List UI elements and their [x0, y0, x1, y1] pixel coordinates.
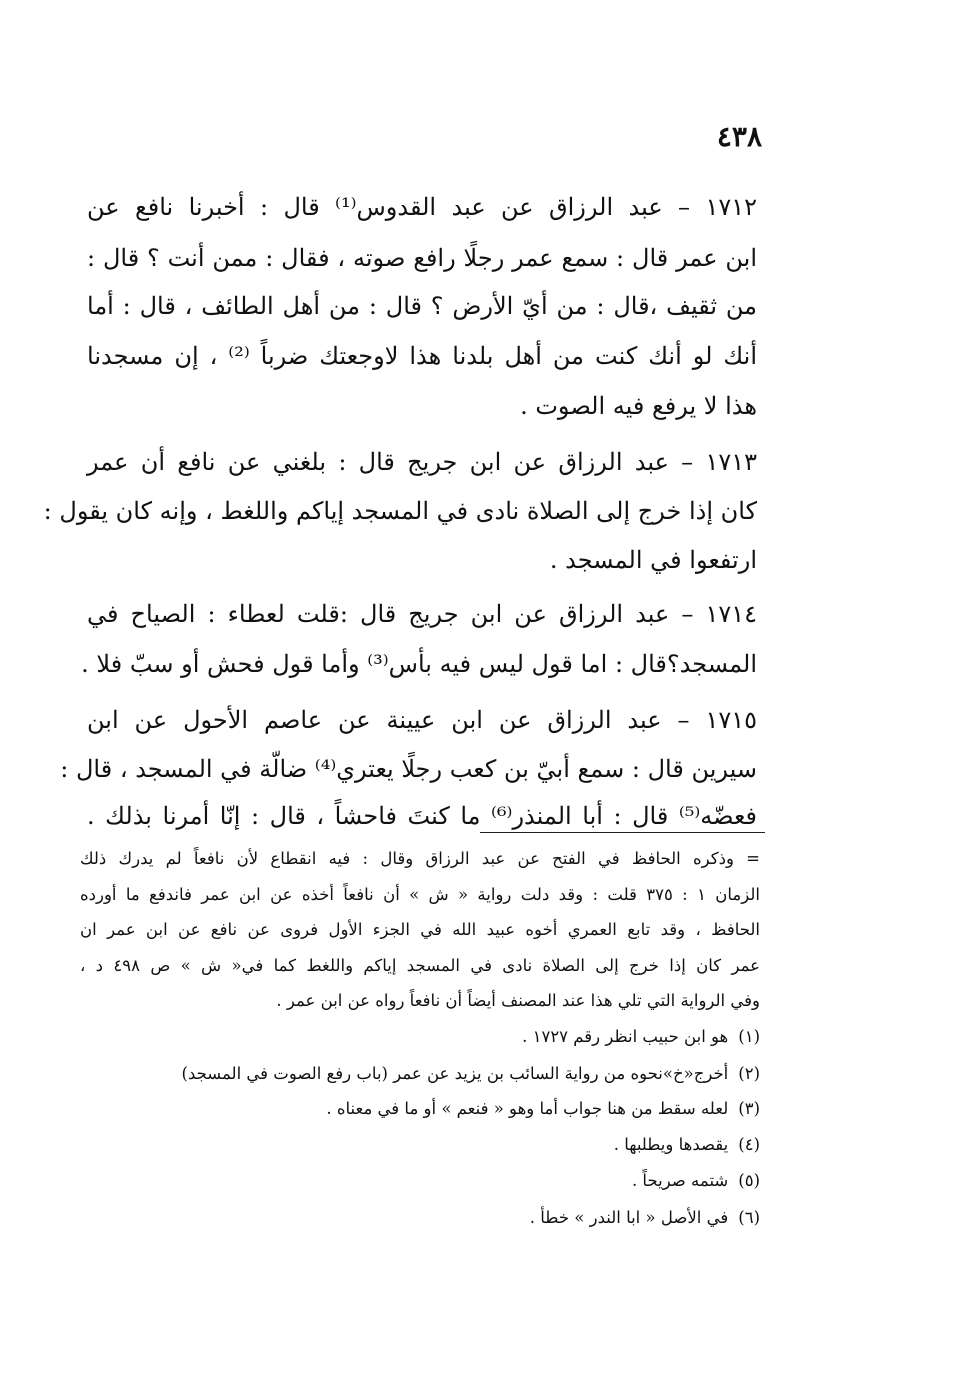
hadith-1712-line-2: ابن عمر قال : سمع عمر رجلًا رافع صوته ، فقال : ممن أنت ؟ قال : — [87, 244, 757, 272]
footnote-separator — [480, 832, 765, 833]
footnote-3 — [326, 1101, 760, 1118]
footnote-text: هو ابن حبيب انظر رقم ١٧٢٧ . — [522, 1027, 729, 1046]
hadith-1712-line-4: أنك لو أنك كنت من أهل بلدنا هذا لاوجعتك ضرباً ⁽²⁾ ، إن مسجدنا — [87, 342, 758, 370]
footnote-number: (٦) — [738, 1208, 760, 1227]
continued-note-line: وفي الرواية التي تلي هذا عند المصنف أيضاً أن نافعاً رواه عن ابن عمر . — [276, 991, 760, 1010]
footnote-2 — [182, 1066, 760, 1083]
hadith-1713-line-2: كان إذا خرج إلى الصلاة نادى في المسجد إياكم واللغط ، وإنه كان يقول : — [43, 497, 757, 525]
footnote-number: (١) — [738, 1027, 760, 1046]
continued-note-line: عمر كان إذا خرج إلى الصلاة نادى في المسجد إياكم واللغط كما في« ش » ص ٤٩٨ د ، — [80, 956, 760, 975]
footnote-text: لعله سقط من هنا جواب أما وهو « فنعم » أو ما في معناه . — [326, 1099, 729, 1118]
hadith-1713-line-3: ارتفعوا في المسجد . — [549, 546, 757, 574]
hadith-1712-line-1: ١٧١٢ – عبد الرزاق عن عبد القدوس⁽¹⁾ قال : أخبرنا نافع عن — [87, 193, 758, 221]
hadith-1715-line-1: ١٧١٥ – عبد الرزاق عن ابن عيينة عن عاصم الأحول عن ابن — [87, 706, 757, 734]
footnote-text: في الأصل « ابا الندر » خطأ . — [529, 1208, 729, 1227]
footnote-text: يقصدها ويطلبها . — [613, 1135, 729, 1154]
footnote-6 — [530, 1210, 760, 1227]
page-number: ٤٣٨ — [716, 120, 762, 153]
continued-note-line: الحافظ ، وقد تابع العمري أخوه عبيد الله في الجزء الأول فروى عن نافع عن ابن عمر ان — [80, 920, 760, 939]
footnote-5 — [632, 1173, 760, 1190]
hadith-1715-line-2: سيرين قال : سمع أبيّ بن كعب رجلًا يعتري⁽⁴⁾ ضالّة في المسجد ، قال : — [60, 755, 757, 783]
hadith-1712-line-5: هذا لا يرفع فيه الصوت . — [520, 392, 757, 420]
footnote-text: أخرج«خ»نحوه من رواية السائب بن يزيد عن عمر (باب رفع الصوت في المسجد) — [181, 1064, 729, 1083]
continued-note-line: الزمان ١ : ٣٧٥ قلت : وقد دلت رواية « ش » أن نافعاً أخذه عن ابن عمر فاندفع ما أورده — [80, 885, 760, 904]
hadith-1714-line-2: المسجد؟قال : اما قول ليس فيه بأس⁽³⁾ وأما قول فحش أو سبّ فلا . — [81, 650, 757, 678]
hadith-1712-line-3: من ثقيف ،قال : من أيّ الأرض ؟ قال : من أهل الطائف ، قال : أما — [87, 292, 757, 320]
footnote-4 — [614, 1137, 760, 1154]
continued-note-line: = وذكره الحافظ في الفتح عن عبد الرزاق وقال : فيه انقطاع لأن نافعاً لم يدرك ذلك — [80, 849, 760, 868]
footnote-number: (٤) — [738, 1135, 760, 1154]
footnote-text: شتمه صريحاً . — [631, 1171, 729, 1190]
footnote-number: (٥) — [738, 1171, 760, 1190]
footnote-1 — [522, 1029, 760, 1046]
hadith-1715-line-3: فعضّه⁽⁵⁾ قال : أبا المنذر⁽⁶⁾ ما كنتَ فاحشاً ، قال : إنّا أمرنا بذلك . — [87, 802, 757, 830]
footnote-number: (٢) — [738, 1064, 760, 1083]
hadith-1713-line-1: ١٧١٣ – عبد الرزاق عن ابن جريج قال : بلغني عن نافع أن عمر — [87, 448, 757, 476]
footnote-number: (٣) — [738, 1099, 760, 1118]
hadith-1714-line-1: ١٧١٤ – عبد الرزاق عن ابن جريج قال :قلت لعطاء : الصياح في — [87, 600, 757, 628]
